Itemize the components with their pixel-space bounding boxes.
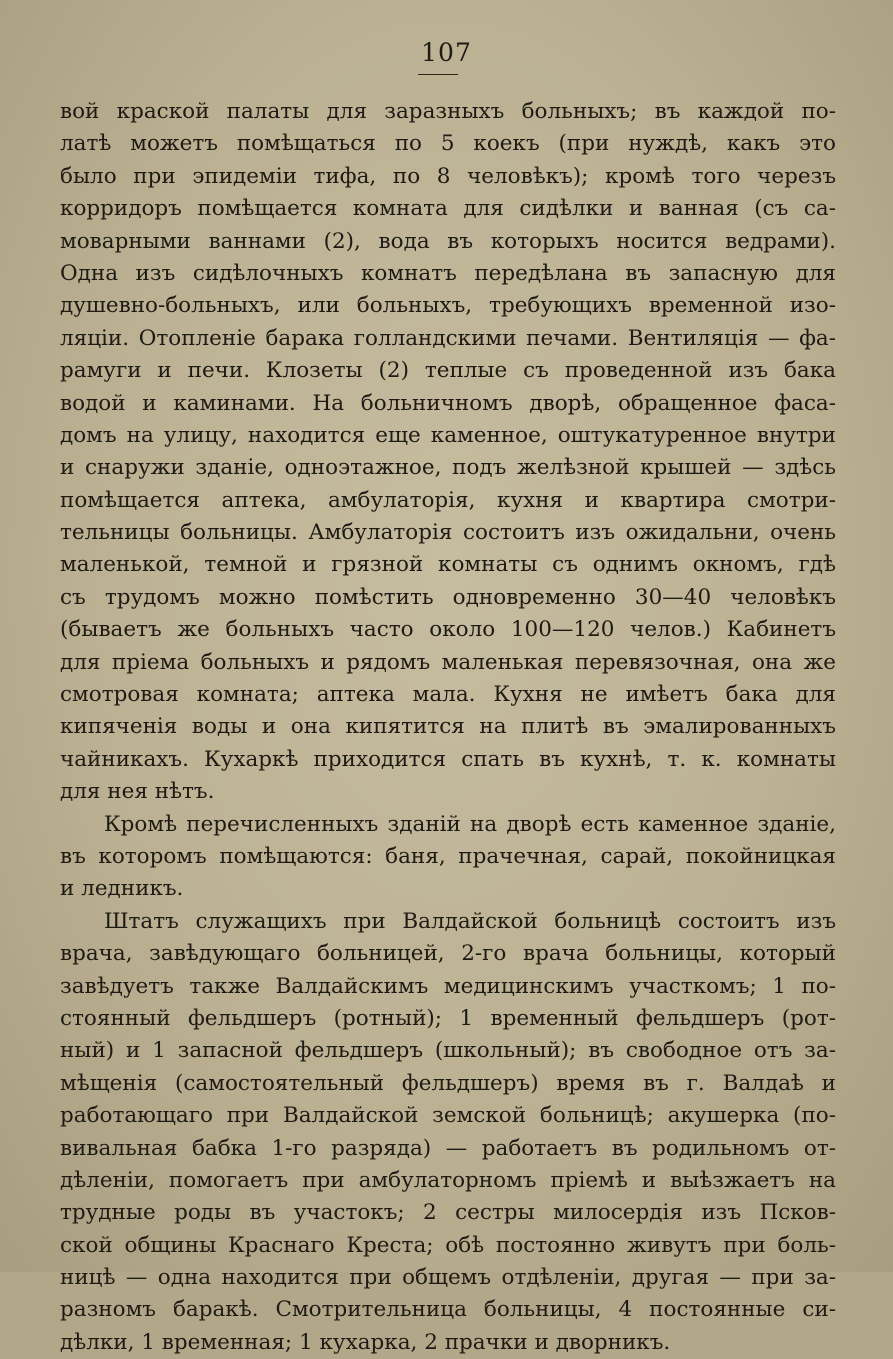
text-line: моварными ваннами (2), вода въ которыхъ носится ведрами). [60, 228, 836, 254]
text-line: врача, завѣдующаго больницей, 2-го врача больницы, который [60, 941, 836, 967]
text-line: корридоръ помѣщается комната для сидѣлки и ванная (съ са- [60, 196, 836, 222]
text-line: было при эпидеміи тифа, по 8 человѣкъ); кромѣ того черезъ [60, 163, 836, 189]
text-line: ницѣ — одна находится при общемъ отдѣленіи, другая — при за- [60, 1265, 836, 1291]
text-line: и снаружи зданіе, одноэтажное, подъ желѣзной крышей — здѣсь [60, 455, 836, 481]
text-line: разномъ баракѣ. Смотрительница больницы, 4 постоянные си- [60, 1297, 836, 1323]
text-line: ный) и 1 запасной фельдшеръ (школьный); въ свободное отъ за- [60, 1038, 836, 1064]
text-line: завѣдуетъ также Валдайскимъ медицинскимъ участкомъ; 1 по- [60, 973, 836, 999]
text-line: съ трудомъ можно помѣстить одновременно 30—40 человѣкъ [60, 584, 836, 610]
text-line: стоянный фельдшеръ (ротный); 1 временный фельдшеръ (рот- [60, 1005, 836, 1031]
text-line: кипяченія воды и она кипятится на плитѣ въ эмалированныхъ [60, 714, 836, 740]
text-line: дѣлки, 1 временная; 1 кухарка, 2 прачки и дворникъ. [60, 1329, 671, 1355]
text-line: для пріема больныхъ и рядомъ маленькая перевязочная, она же [60, 649, 836, 675]
text-line: тельницы больницы. Амбулаторія состоитъ изъ ожидальни, очень [60, 520, 836, 546]
text-line: маленькой, темной и грязной комнаты съ однимъ окномъ, гдѣ [60, 552, 836, 578]
text-line: и ледникъ. [60, 876, 184, 902]
text-line: водой и каминами. На больничномъ дворѣ, обращенное фаса- [60, 390, 836, 416]
text-line: вой краской палаты для заразныхъ больныхъ; въ каждой по- [60, 99, 836, 124]
text-line: трудные роды въ участокъ; 2 сестры милосердія изъ Псков- [60, 1200, 836, 1226]
text-line: душевно-больныхъ, или больныхъ, требующихъ временной изо- [60, 293, 836, 319]
text-line: ской общины Краснаго Креста; обѣ постоянно живутъ при боль- [60, 1232, 836, 1258]
page-number: 107 [421, 38, 472, 67]
text-line: дѣленіи, помогаетъ при амбулаторномъ пріемѣ и выѣзжаетъ на [60, 1167, 836, 1193]
text-line: мѣщенія (самостоятельный фельдшеръ) время въ г. Валдаѣ и [60, 1070, 836, 1096]
text-line: работающаго при Валдайской земской больницѣ; акушерка (по- [60, 1103, 836, 1129]
text-line: ляціи. Отопленіе барака голландскими печами. Вентиляція — фа- [60, 325, 836, 351]
text-line: для нея нѣтъ. [60, 779, 215, 805]
text-line: чайникахъ. Кухаркѣ приходится спать въ кухнѣ, т. к. комнаты [60, 746, 836, 772]
text-line: въ которомъ помѣщаются: баня, прачечная, сарай, покойницкая [60, 843, 836, 869]
text-line: вивальная бабка 1-го разряда) — работаетъ въ родильномъ от- [60, 1135, 836, 1161]
text-line: помѣщается аптека, амбулаторія, кухня и квартира смотри- [60, 487, 836, 513]
text-line: латѣ можетъ помѣщаться по 5 коекъ (при нуждѣ, какъ это [60, 131, 836, 157]
text-line: смотровая комната; аптека мала. Кухня не имѣетъ бака для [60, 682, 836, 708]
page-number-underline [418, 74, 458, 75]
text-line: домъ на улицу, находится еще каменное, оштукатуренное внутри [60, 422, 836, 448]
text-line: Штатъ служащихъ при Валдайской больницѣ состоитъ изъ [104, 908, 836, 934]
text-line: Одна изъ сидѣлочныхъ комнатъ передѣлана въ запасную для [60, 260, 836, 286]
body-text [60, 96, 836, 1359]
text-line: (бываетъ же больныхъ часто около 100—120 челов.) Кабинетъ [60, 617, 836, 643]
text-line: Кромѣ перечисленныхъ зданій на дворѣ есть каменное зданіе, [104, 811, 836, 837]
text-line: рамуги и печи. Клозеты (2) теплые съ проведенной изъ бака [60, 358, 836, 384]
